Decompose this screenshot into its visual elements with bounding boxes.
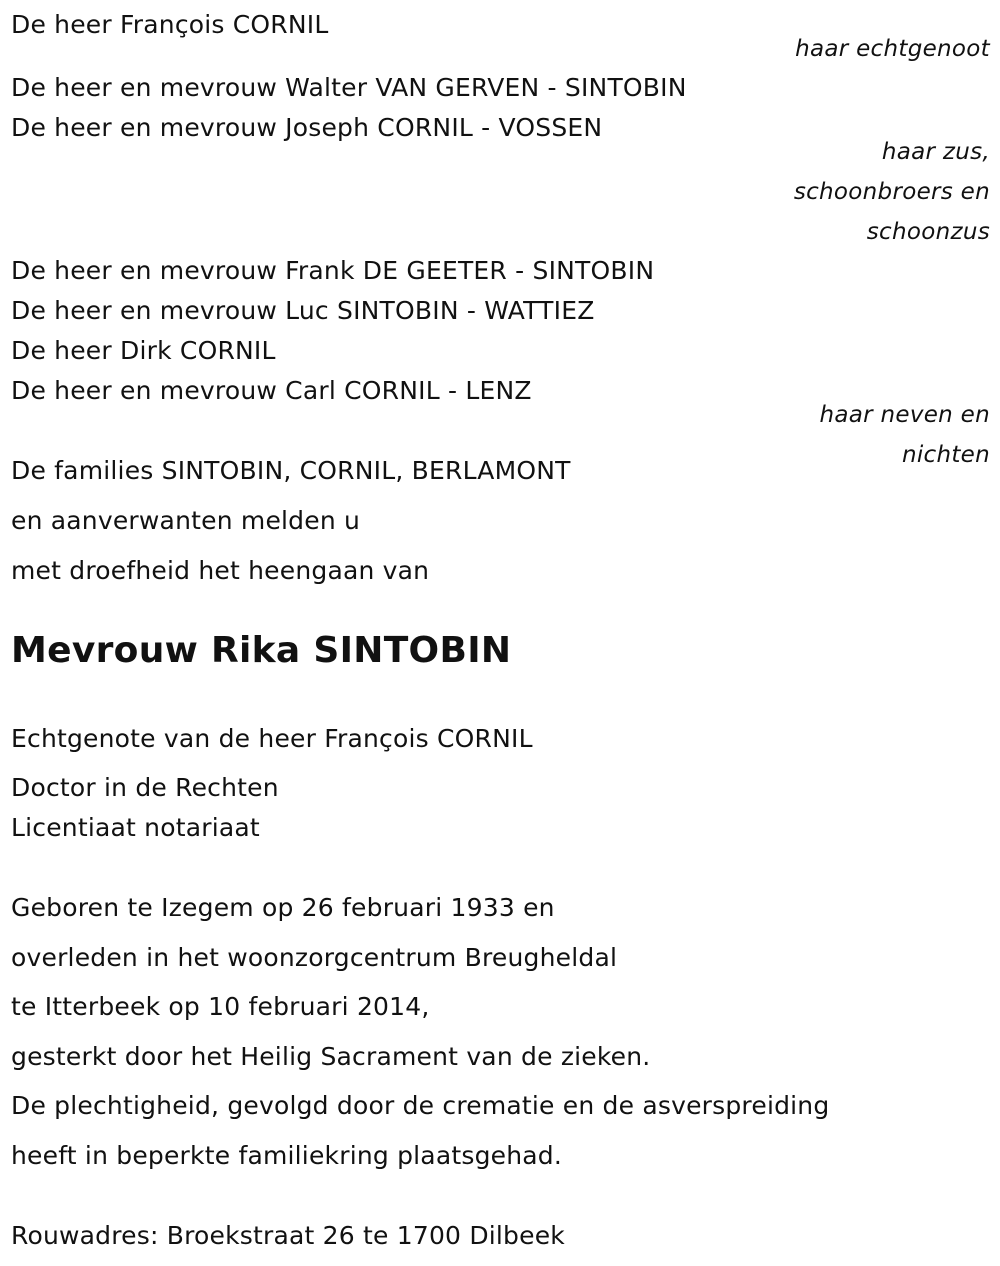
life-line-4: gesterkt door het Heilig Sacrament van de zieken. [11, 1042, 651, 1071]
deceased-name: Mevrouw Rika SINTOBIN [11, 630, 512, 671]
spouse-line: De heer François CORNIL [11, 10, 329, 39]
life-line-1: Geboren te Izegem op 26 februari 1933 en [11, 893, 555, 922]
nephew-line-1: De heer en mevrouw Frank DE GEETER - SINTOBIN [11, 256, 655, 285]
nephew-line-4: De heer en mevrouw Carl CORNIL - LENZ [11, 376, 532, 405]
sibling-line-1: De heer en mevrouw Walter VAN GERVEN - SINTOBIN [11, 73, 687, 102]
spouse-relation: haar echtgenoot [795, 36, 990, 62]
deceased-detail-2: Doctor in de Rechten [11, 773, 279, 802]
deceased-detail-1: Echtgenote van de heer François CORNIL [11, 724, 533, 753]
siblings-relation-line-3: schoonzus [866, 219, 990, 245]
deceased-detail-3: Licentiaat notariaat [11, 813, 260, 842]
siblings-relation-line-1: haar zus, [881, 139, 990, 165]
life-line-6: heeft in beperkte familiekring plaatsgehad. [11, 1141, 563, 1170]
nephews-relation-line-2: nichten [901, 442, 990, 468]
life-line-3: te Itterbeek op 10 februari 2014, [11, 992, 430, 1021]
announcement-line-1: De families SINTOBIN, CORNIL, BERLAMONT [11, 456, 571, 485]
life-line-2: overleden in het woonzorgcentrum Breugheldal [11, 943, 618, 972]
sibling-line-2: De heer en mevrouw Joseph CORNIL - VOSSEN [11, 113, 603, 142]
nephews-relation-line-1: haar neven en [819, 402, 990, 428]
announcement-line-3: met droefheid het heengaan van [11, 556, 430, 585]
life-line-5: De plechtigheid, gevolgd door de crematie en de asverspreiding [11, 1091, 830, 1120]
nephew-line-3: De heer Dirk CORNIL [11, 336, 276, 365]
nephew-line-2: De heer en mevrouw Luc SINTOBIN - WATTIEZ [11, 296, 595, 325]
mourning-address: Rouwadres: Broekstraat 26 te 1700 Dilbeek [11, 1221, 565, 1250]
announcement-line-2: en aanverwanten melden u [11, 506, 361, 535]
siblings-relation-line-2: schoonbroers en [793, 179, 990, 205]
